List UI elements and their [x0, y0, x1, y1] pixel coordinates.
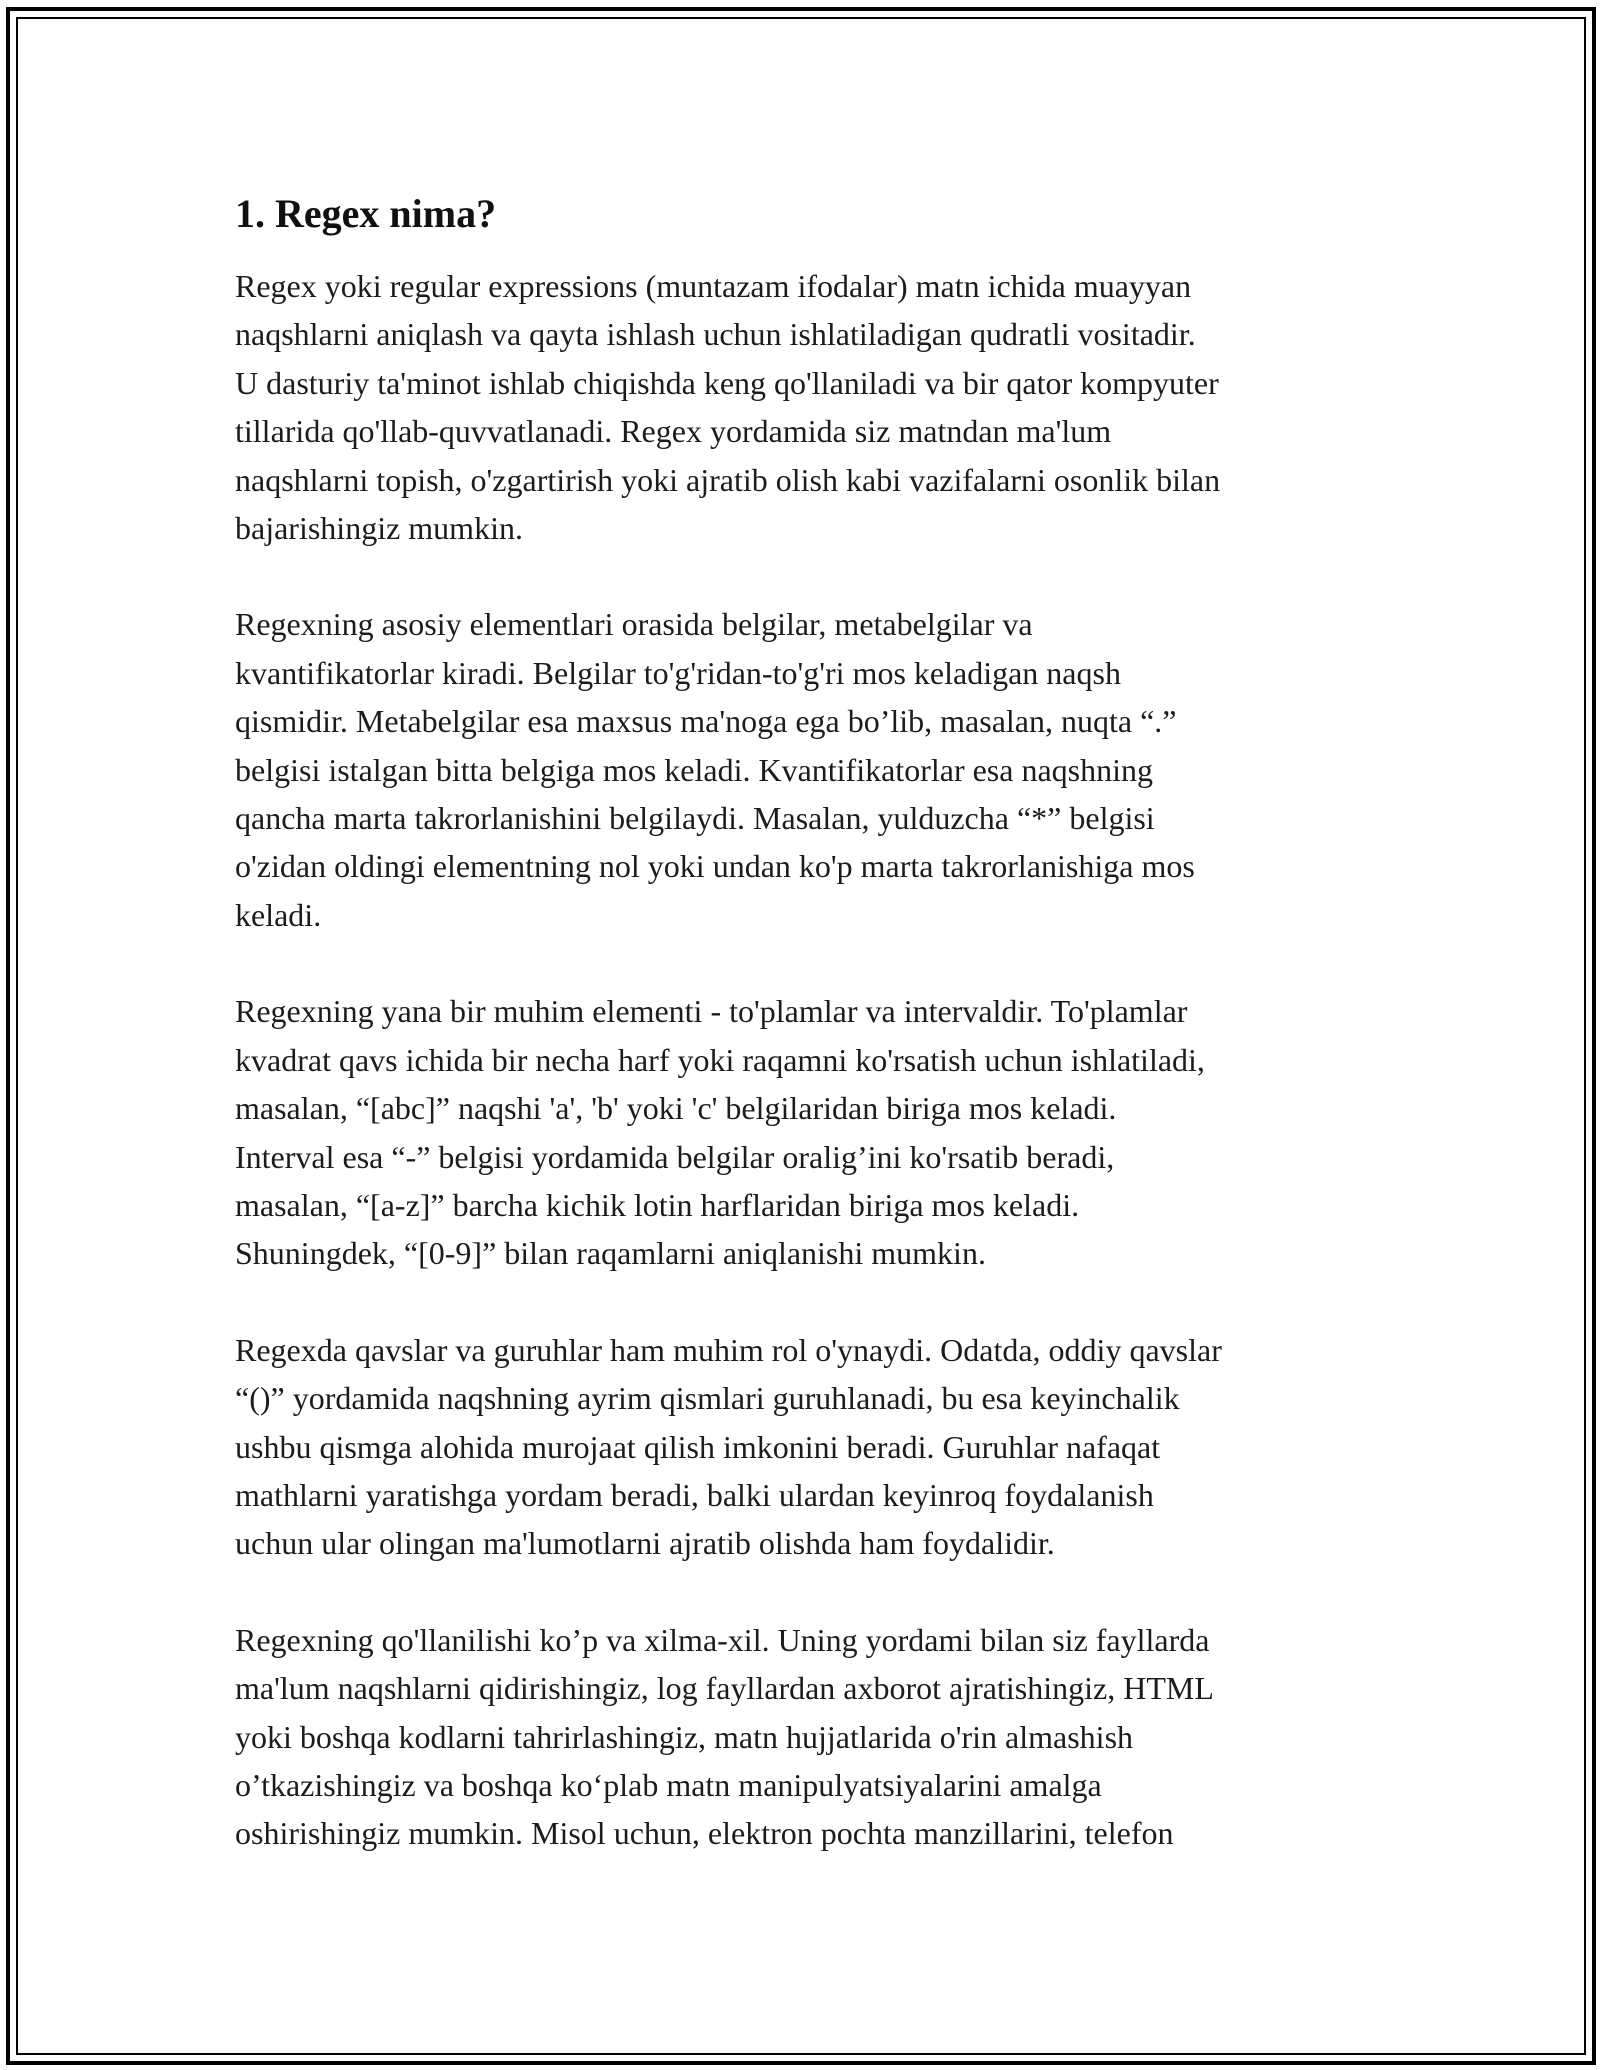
- text-line: belgisi istalgan bitta belgiga mos keladi. Kvantifikatorlar esa naqshning: [235, 751, 1153, 788]
- paragraph-definition: [235, 262, 1370, 552]
- text-line: tillarida qo'llab-quvvatlanadi. Regex yordamida siz matndan ma'lum: [235, 413, 1112, 450]
- text-line: “()” yordamida naqshning ayrim qismlari guruhlanadi, bu esa keyinchalik: [235, 1380, 1180, 1417]
- text-line: masalan, “[abc]” naqshi 'a', 'b' yoki 'c' belgilaridan biriga mos keladi.: [235, 1090, 1117, 1127]
- text-line: mathlarni yaratishga yordam beradi, balki ulardan keyinroq foydalanish: [235, 1476, 1154, 1513]
- paragraph-elements: [235, 600, 1370, 939]
- paragraph-sets-intervals: [235, 987, 1370, 1277]
- section-heading: 1. Regex nima?: [235, 191, 497, 236]
- text-line: o’tkazishingiz va boshqa ko‘plab matn manipulyatsiyalarini amalga: [235, 1766, 1102, 1803]
- text-line: Regexning asosiy elementlari orasida belgilar, metabelgilar va: [235, 606, 1033, 643]
- text-line: Regexda qavslar va guruhlar ham muhim rol o'ynaydi. Odatda, oddiy qavslar: [235, 1331, 1222, 1368]
- paragraph-groups: [235, 1326, 1370, 1568]
- text-line: keladi.: [235, 896, 322, 933]
- text-line: kvadrat qavs ichida bir necha harf yoki raqamni ko'rsatish uchun ishlatiladi,: [235, 1041, 1205, 1078]
- text-line: qismidir. Metabelgilar esa maxsus ma'noga ega bo’lib, masalan, nuqta “.”: [235, 703, 1177, 740]
- text-line: yoki boshqa kodlarni tahrirlashingiz, matn hujjatlarida o'rin almashish: [235, 1718, 1134, 1755]
- text-line: o'zidan oldingi elementning nol yoki undan ko'p marta takrorlanishiga mos: [235, 848, 1195, 885]
- document-body: [235, 186, 1370, 1906]
- text-line: Shuningdek, “[0-9]” bilan raqamlarni aniqlanishi mumkin.: [235, 1235, 986, 1272]
- text-line: masalan, “[a-z]” barcha kichik lotin harflaridan biriga mos keladi.: [235, 1186, 1080, 1223]
- text-line: bajarishingiz mumkin.: [235, 510, 523, 547]
- text-line: naqshlarni topish, o'zgartirish yoki ajratib olish kabi vazifalarni osonlik bilan: [235, 461, 1221, 498]
- text-line: Regexning yana bir muhim elementi - to'plamlar va intervaldir. To'plamlar: [235, 993, 1188, 1030]
- paragraph-usage: [235, 1616, 1370, 1858]
- text-line: ushbu qismga alohida murojaat qilish imkonini beradi. Guruhlar nafaqat: [235, 1428, 1161, 1465]
- text-line: U dasturiy ta'minot ishlab chiqishda keng qo'llaniladi va bir qator kompyuter: [235, 364, 1219, 401]
- text-line: Regexning qo'llanilishi ko’p va xilma-xil. Uning yordami bilan siz fayllarda: [235, 1621, 1210, 1658]
- text-line: Regex yoki regular expressions (muntazam ifodalar) matn ichida muayyan: [235, 268, 1192, 304]
- text-line: qancha marta takrorlanishini belgilaydi. Masalan, yulduzcha “*” belgisi: [235, 800, 1155, 837]
- text-line: ma'lum naqshlarni qidirishingiz, log fayllardan axborot ajratishingiz, HTML: [235, 1670, 1214, 1707]
- text-line: uchun ular olingan ma'lumotlarni ajratib olishda ham foydalidir.: [235, 1525, 1055, 1562]
- text-line: kvantifikatorlar kiradi. Belgilar to'g'ridan-to'g'ri mos keladigan naqsh: [235, 654, 1121, 691]
- text-line: oshirishingiz mumkin. Misol uchun, elektron pochta manzillarini, telefon: [235, 1815, 1174, 1852]
- text-line: naqshlarni aniqlash va qayta ishlash uchun ishlatiladigan qudratli vositadir.: [235, 316, 1196, 353]
- text-line: Interval esa “-” belgisi yordamida belgilar oralig’ini ko'rsatib beradi,: [235, 1138, 1115, 1175]
